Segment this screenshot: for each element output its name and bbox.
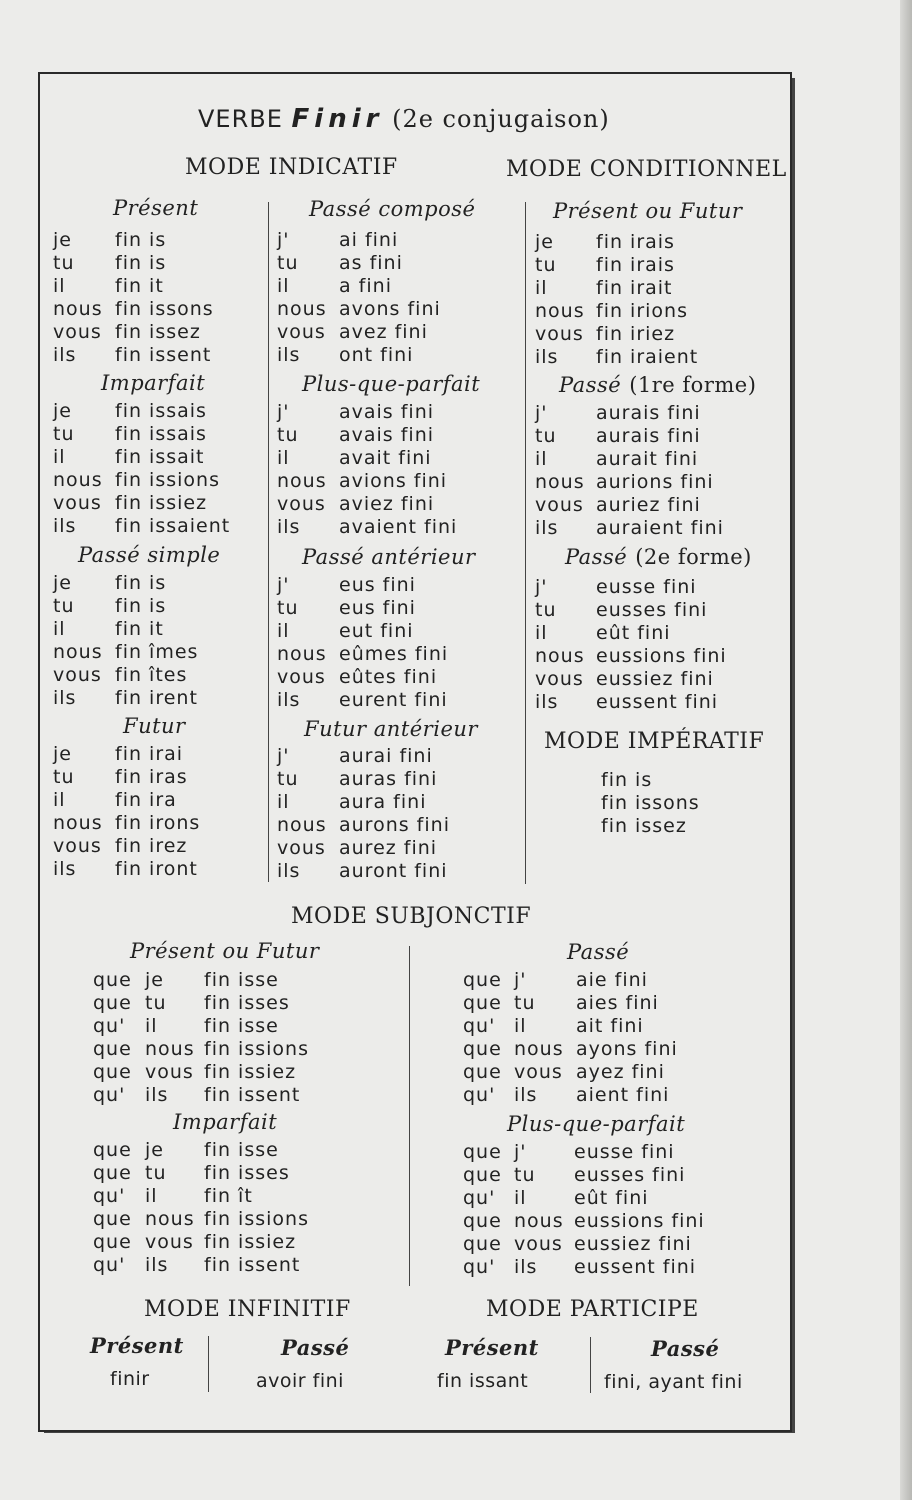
subj-passe-cell-1: nous: [514, 1038, 564, 1060]
heading-subj-passe: [567, 940, 629, 964]
divider-participe: [590, 1337, 591, 1393]
subj-present-cell-1: tu: [145, 992, 167, 1014]
subj-plus-que-parfait-cell-2: eussent fini: [574, 1256, 697, 1278]
heading-plus-que-parfait: [302, 372, 480, 396]
col2-passe-compose-cell-0: il: [277, 275, 290, 297]
col2-plus-que-parfait-cell-0: j': [277, 401, 290, 423]
subj-imparfait-cell-2: fin ît: [204, 1185, 253, 1207]
subj-present-cell-1: nous: [145, 1038, 195, 1060]
subj-passe-cell-2: aient fini: [576, 1084, 670, 1106]
subj-present-cell-2: fin issions: [204, 1038, 309, 1060]
heading-cond-passe-2-note: (2e forme): [635, 545, 752, 569]
imperatif-line-1: fin is: [601, 769, 653, 791]
col2-futur-anterieur-cell-1: auront fini: [339, 860, 448, 882]
subj-passe-cell-0: qu': [463, 1084, 496, 1106]
col3-passe-1-cell-0: j': [535, 402, 548, 424]
subj-present-cell-1: il: [145, 1015, 158, 1037]
heading-present: [113, 196, 198, 220]
infinitif-present-value: finir: [110, 1368, 150, 1390]
mode-participe: MODE PARTICIPE: [486, 1297, 699, 1322]
col2-passe-anterieur-cell-1: eûmes fini: [339, 643, 449, 665]
subj-present-cell-0: que: [93, 1038, 132, 1060]
participe-present-heading: Présent: [445, 1335, 539, 1360]
subj-plus-que-parfait-cell-1: tu: [514, 1164, 536, 1186]
col2-passe-anterieur-cell-1: eurent fini: [339, 689, 448, 711]
col1-passe-simple-cell-0: nous: [53, 641, 103, 663]
col3-present-cell-1: fin irais: [596, 254, 675, 276]
col2-passe-compose-cell-1: a fini: [339, 275, 392, 297]
subj-passe-cell-2: ayez fini: [576, 1061, 665, 1083]
title-verb: Finir: [291, 104, 384, 134]
col2-futur-anterieur-cell-0: j': [277, 745, 290, 767]
col3-passe-1-cell-0: tu: [535, 425, 557, 447]
col1-imparfait-cell-0: vous: [53, 492, 102, 514]
col1-present-cell-1: fin is: [115, 229, 167, 251]
subj-passe-cell-1: il: [514, 1015, 527, 1037]
subj-plus-que-parfait-cell-0: qu': [463, 1187, 496, 1209]
col2-plus-que-parfait-cell-1: avions fini: [339, 470, 448, 492]
col2-futur-anterieur-cell-0: nous: [277, 814, 327, 836]
subj-present-cell-0: qu': [93, 1084, 126, 1106]
title-conjugation: (2e conjugaison): [392, 105, 610, 133]
subj-present-cell-2: fin isse: [204, 1015, 279, 1037]
heading-subj-plus-que-parfait-text: Plus-que-parfait: [507, 1112, 686, 1136]
heading-passe-anterieur: [302, 545, 476, 569]
col3-passe-1-cell-0: il: [535, 448, 548, 470]
col1-passe-simple-cell-0: je: [53, 572, 72, 594]
col1-present-cell-1: fin issons: [115, 298, 214, 320]
col2-passe-anterieur-cell-1: eus fini: [339, 574, 416, 596]
heading-cond-passe-1-note: (1re forme): [629, 373, 757, 397]
subj-plus-que-parfait-cell-2: eussiez fini: [574, 1233, 692, 1255]
col2-plus-que-parfait-cell-0: il: [277, 447, 290, 469]
col1-present-cell-1: fin it: [115, 275, 164, 297]
col1-futur-cell-0: vous: [53, 835, 102, 857]
col1-futur-cell-0: ils: [53, 858, 77, 880]
col2-futur-anterieur-cell-1: aurez fini: [339, 837, 438, 859]
col2-passe-compose-cell-1: ai fini: [339, 229, 399, 251]
col1-futur-cell-1: fin irez: [115, 835, 188, 857]
participe-passe-value: fini, ayant fini: [604, 1371, 743, 1393]
participe-present-value: fin issant: [437, 1370, 529, 1392]
col3-passe-1-cell-1: auriez fini: [596, 494, 701, 516]
col2-passe-compose-cell-0: tu: [277, 252, 299, 274]
col1-imparfait-cell-0: tu: [53, 423, 75, 445]
col2-futur-anterieur-cell-1: aura fini: [339, 791, 427, 813]
col1-passe-simple-cell-0: il: [53, 618, 66, 640]
heading-subj-passe-text: Passé: [567, 940, 630, 964]
col1-futur-cell-0: je: [53, 743, 72, 765]
divider-infinitif: [208, 1336, 209, 1392]
subj-imparfait-cell-1: je: [145, 1139, 164, 1161]
heading-cond-present: [553, 199, 742, 223]
heading-futur: [123, 714, 186, 738]
subj-present-cell-1: je: [145, 969, 164, 991]
col3-present-cell-0: ils: [535, 346, 559, 368]
subj-imparfait-cell-0: que: [93, 1231, 132, 1253]
col2-futur-anterieur-cell-0: il: [277, 791, 290, 813]
col2-futur-anterieur-cell-0: vous: [277, 837, 326, 859]
col1-present-cell-0: vous: [53, 321, 102, 343]
col3-passe-2-cell-1: eussions fini: [596, 645, 727, 667]
subj-passe-cell-0: que: [463, 992, 502, 1014]
subj-passe-cell-1: vous: [514, 1061, 563, 1083]
heading-passe-simple: [78, 543, 220, 567]
col3-passe-2-cell-0: j': [535, 576, 548, 598]
col1-passe-simple-cell-0: tu: [53, 595, 75, 617]
divider-col1: [268, 202, 269, 882]
col2-plus-que-parfait-cell-1: avaient fini: [339, 516, 458, 538]
col1-present-cell-1: fin is: [115, 252, 167, 274]
col3-present-cell-1: fin irions: [596, 300, 688, 322]
col2-passe-compose-cell-1: avez fini: [339, 321, 428, 343]
col1-imparfait-cell-1: fin issait: [115, 446, 205, 468]
page-title: [198, 104, 610, 134]
infinitif-passe-heading: Passé: [281, 1335, 350, 1360]
subj-plus-que-parfait-cell-1: il: [514, 1187, 527, 1209]
subj-imparfait-cell-1: ils: [145, 1254, 169, 1276]
col2-passe-compose-cell-0: nous: [277, 298, 327, 320]
col1-futur-cell-0: nous: [53, 812, 103, 834]
col3-present-cell-1: fin irait: [596, 277, 673, 299]
col1-futur-cell-1: fin iras: [115, 766, 188, 788]
subj-imparfait-cell-1: tu: [145, 1162, 167, 1184]
col1-passe-simple-cell-1: fin is: [115, 572, 167, 594]
subj-plus-que-parfait-cell-1: ils: [514, 1256, 538, 1278]
subj-imparfait-cell-0: qu': [93, 1254, 126, 1276]
mode-subjonctif: MODE SUBJONCTIF: [291, 904, 532, 929]
col2-passe-compose-cell-0: j': [277, 229, 290, 251]
col3-present-cell-0: je: [535, 231, 554, 253]
heading-present-text: Présent: [113, 196, 199, 220]
subj-present-cell-2: fin isse: [204, 969, 279, 991]
subj-present-cell-1: vous: [145, 1061, 194, 1083]
col1-passe-simple-cell-1: fin irent: [115, 687, 198, 709]
col1-futur-cell-1: fin ira: [115, 789, 177, 811]
subj-plus-que-parfait-cell-2: eût fini: [574, 1187, 649, 1209]
col3-passe-2-cell-0: nous: [535, 645, 585, 667]
divider-subjonctif: [409, 946, 410, 1286]
infinitif-present-heading: Présent: [90, 1333, 184, 1358]
col2-plus-que-parfait-cell-1: avais fini: [339, 401, 435, 423]
col3-passe-2-cell-1: eussent fini: [596, 691, 719, 713]
subj-imparfait-cell-2: fin issent: [204, 1254, 301, 1276]
col3-passe-1-cell-0: ils: [535, 517, 559, 539]
col2-futur-anterieur-cell-1: aurons fini: [339, 814, 450, 836]
col3-passe-1-cell-1: aurait fini: [596, 448, 699, 470]
col2-passe-anterieur-cell-0: il: [277, 620, 290, 642]
col3-present-cell-0: nous: [535, 300, 585, 322]
subj-plus-que-parfait-cell-0: que: [463, 1233, 502, 1255]
subj-passe-cell-0: que: [463, 969, 502, 991]
col1-imparfait-cell-0: il: [53, 446, 66, 468]
col3-passe-2-cell-0: tu: [535, 599, 557, 621]
col1-imparfait-cell-0: je: [53, 400, 72, 422]
heading-subj-present-text: Présent ou Futur: [130, 939, 320, 963]
subj-plus-que-parfait-cell-2: eusses fini: [574, 1164, 686, 1186]
col2-plus-que-parfait-cell-1: avais fini: [339, 424, 435, 446]
col1-passe-simple-cell-1: fin îtes: [115, 664, 188, 686]
divider-col2: [525, 202, 526, 884]
imperatif-line-2: fin issons: [601, 792, 700, 814]
col3-passe-2-cell-1: eût fini: [596, 622, 671, 644]
subj-passe-cell-2: ayons fini: [576, 1038, 678, 1060]
heading-subj-plus-que-parfait: [507, 1112, 685, 1136]
heading-subj-imparfait: [173, 1110, 277, 1134]
col1-futur-cell-1: fin irons: [115, 812, 201, 834]
heading-passe-anterieur-text: Passé antérieur: [302, 545, 476, 569]
subj-passe-cell-0: que: [463, 1038, 502, 1060]
subj-present-cell-0: que: [93, 992, 132, 1014]
col2-passe-compose-cell-1: avons fini: [339, 298, 441, 320]
heading-plus-que-parfait-text: Plus-que-parfait: [302, 372, 481, 396]
col3-present-cell-0: tu: [535, 254, 557, 276]
col1-passe-simple-cell-0: ils: [53, 687, 77, 709]
col2-plus-que-parfait-cell-0: tu: [277, 424, 299, 446]
heading-futur-text: Futur: [123, 714, 186, 738]
col3-passe-1-cell-1: aurais fini: [596, 425, 701, 447]
col3-passe-1-cell-1: auraient fini: [596, 517, 724, 539]
col1-present-cell-0: il: [53, 275, 66, 297]
col1-futur-cell-0: il: [53, 789, 66, 811]
heading-imparfait-text: Imparfait: [101, 371, 206, 395]
subj-imparfait-cell-2: fin issions: [204, 1208, 309, 1230]
col1-futur-cell-0: tu: [53, 766, 75, 788]
subj-passe-cell-1: j': [514, 969, 527, 991]
col2-passe-anterieur-cell-0: nous: [277, 643, 327, 665]
col3-present-cell-1: fin iraient: [596, 346, 699, 368]
heading-subj-present: [130, 939, 319, 963]
subj-passe-cell-2: aies fini: [576, 992, 659, 1014]
col2-passe-compose-cell-1: ont fini: [339, 344, 414, 366]
heading-passe-simple-text: Passé simple: [78, 543, 221, 567]
mode-imperatif: MODE IMPÉRATIF: [544, 729, 765, 754]
subj-present-cell-2: fin issiez: [204, 1061, 297, 1083]
col3-passe-1-cell-0: nous: [535, 471, 585, 493]
col3-present-cell-0: vous: [535, 323, 584, 345]
subj-imparfait-cell-1: vous: [145, 1231, 194, 1253]
heading-cond-present-text: Présent ou Futur: [553, 199, 743, 223]
col2-passe-anterieur-cell-0: ils: [277, 689, 301, 711]
heading-cond-passe-2-text: Passé: [565, 545, 628, 569]
col2-plus-que-parfait-cell-0: ils: [277, 516, 301, 538]
col1-passe-simple-cell-1: fin îmes: [115, 641, 199, 663]
col1-imparfait-cell-1: fin issions: [115, 469, 220, 491]
col2-passe-anterieur-cell-1: eûtes fini: [339, 666, 438, 688]
subj-passe-cell-2: ait fini: [576, 1015, 644, 1037]
col1-futur-cell-1: fin irai: [115, 743, 184, 765]
col1-present-cell-1: fin issent: [115, 344, 212, 366]
subj-plus-que-parfait-cell-1: j': [514, 1141, 527, 1163]
heading-passe-compose-text: Passé composé: [309, 197, 476, 221]
subj-plus-que-parfait-cell-0: que: [463, 1210, 502, 1232]
col3-present-cell-1: fin irais: [596, 231, 675, 253]
col1-present-cell-0: ils: [53, 344, 77, 366]
heading-imparfait: [101, 371, 205, 395]
heading-futur-anterieur-text: Futur antérieur: [304, 717, 478, 741]
col1-imparfait-cell-1: fin issais: [115, 423, 207, 445]
col3-passe-2-cell-1: eusses fini: [596, 599, 708, 621]
imperatif-line-3: fin issez: [601, 815, 687, 837]
col2-passe-anterieur-cell-0: vous: [277, 666, 326, 688]
mode-indicatif: MODE INDICATIF: [185, 155, 398, 180]
subj-present-cell-2: fin issent: [204, 1084, 301, 1106]
col2-plus-que-parfait-cell-1: aviez fini: [339, 493, 435, 515]
title-verbe: VERBE: [198, 105, 283, 133]
subj-passe-cell-1: tu: [514, 992, 536, 1014]
col1-imparfait-cell-1: fin issaient: [115, 515, 231, 537]
mode-conditionnel: MODE CONDITIONNEL: [506, 157, 787, 182]
col2-passe-compose-cell-0: vous: [277, 321, 326, 343]
subj-imparfait-cell-1: nous: [145, 1208, 195, 1230]
col2-plus-que-parfait-cell-0: nous: [277, 470, 327, 492]
subj-imparfait-cell-0: que: [93, 1208, 132, 1230]
col2-futur-anterieur-cell-1: auras fini: [339, 768, 438, 790]
subj-passe-cell-2: aie fini: [576, 969, 648, 991]
subj-imparfait-cell-0: que: [93, 1162, 132, 1184]
col2-passe-compose-cell-1: as fini: [339, 252, 403, 274]
subj-passe-cell-1: ils: [514, 1084, 538, 1106]
col3-passe-2-cell-0: il: [535, 622, 548, 644]
subj-imparfait-cell-1: il: [145, 1185, 158, 1207]
col1-imparfait-cell-1: fin issiez: [115, 492, 208, 514]
col1-passe-simple-cell-1: fin it: [115, 618, 164, 640]
col2-passe-compose-cell-0: ils: [277, 344, 301, 366]
subj-plus-que-parfait-cell-2: eussions fini: [574, 1210, 705, 1232]
col3-passe-2-cell-1: eusse fini: [596, 576, 697, 598]
col3-present-cell-0: il: [535, 277, 548, 299]
col3-passe-2-cell-0: ils: [535, 691, 559, 713]
col3-passe-1-cell-1: aurions fini: [596, 471, 714, 493]
subj-imparfait-cell-0: que: [93, 1139, 132, 1161]
participe-passe-heading: Passé: [651, 1336, 720, 1361]
col2-plus-que-parfait-cell-1: avait fini: [339, 447, 432, 469]
col1-imparfait-cell-1: fin issais: [115, 400, 207, 422]
col2-futur-anterieur-cell-0: ils: [277, 860, 301, 882]
subj-present-cell-0: que: [93, 1061, 132, 1083]
subj-present-cell-0: que: [93, 969, 132, 991]
subj-present-cell-0: qu': [93, 1015, 126, 1037]
col1-passe-simple-cell-1: fin is: [115, 595, 167, 617]
col1-futur-cell-1: fin iront: [115, 858, 198, 880]
frame-shadow-right: [792, 78, 795, 1432]
col2-plus-que-parfait-cell-0: vous: [277, 493, 326, 515]
col2-passe-anterieur-cell-1: eut fini: [339, 620, 414, 642]
col1-present-cell-1: fin issez: [115, 321, 201, 343]
subj-plus-que-parfait-cell-0: qu': [463, 1256, 496, 1278]
col3-present-cell-1: fin iriez: [596, 323, 676, 345]
subj-imparfait-cell-2: fin isse: [204, 1139, 279, 1161]
heading-subj-imparfait-text: Imparfait: [173, 1110, 278, 1134]
subj-imparfait-cell-2: fin isses: [204, 1162, 290, 1184]
col3-passe-1-cell-1: aurais fini: [596, 402, 701, 424]
subj-passe-cell-0: que: [463, 1061, 502, 1083]
col1-passe-simple-cell-0: vous: [53, 664, 102, 686]
mode-infinitif: MODE INFINITIF: [144, 1297, 351, 1322]
col2-futur-anterieur-cell-0: tu: [277, 768, 299, 790]
col1-present-cell-0: tu: [53, 252, 75, 274]
col1-present-cell-0: nous: [53, 298, 103, 320]
subj-plus-que-parfait-cell-0: que: [463, 1141, 502, 1163]
col3-passe-2-cell-1: eussiez fini: [596, 668, 714, 690]
heading-cond-passe-1-text: Passé: [559, 373, 622, 397]
subj-plus-que-parfait-cell-0: que: [463, 1164, 502, 1186]
subj-plus-que-parfait-cell-1: nous: [514, 1210, 564, 1232]
subj-passe-cell-0: qu': [463, 1015, 496, 1037]
col3-passe-1-cell-0: vous: [535, 494, 584, 516]
infinitif-passe-value: avoir fini: [256, 1370, 344, 1392]
heading-cond-passe-1: [559, 373, 756, 397]
col2-passe-anterieur-cell-0: j': [277, 574, 290, 596]
col3-passe-2-cell-0: vous: [535, 668, 584, 690]
subj-imparfait-cell-2: fin issiez: [204, 1231, 297, 1253]
col1-imparfait-cell-0: ils: [53, 515, 77, 537]
col2-passe-anterieur-cell-0: tu: [277, 597, 299, 619]
page-edge: [900, 0, 912, 1500]
subj-plus-que-parfait-cell-1: vous: [514, 1233, 563, 1255]
col2-futur-anterieur-cell-1: aurai fini: [339, 745, 433, 767]
subj-present-cell-1: ils: [145, 1084, 169, 1106]
heading-passe-compose: [309, 197, 475, 221]
col1-present-cell-0: je: [53, 229, 72, 251]
heading-futur-anterieur: [304, 717, 478, 741]
subj-present-cell-2: fin isses: [204, 992, 290, 1014]
subj-plus-que-parfait-cell-2: eusse fini: [574, 1141, 675, 1163]
subj-imparfait-cell-0: qu': [93, 1185, 126, 1207]
col1-imparfait-cell-0: nous: [53, 469, 103, 491]
col2-passe-anterieur-cell-1: eus fini: [339, 597, 416, 619]
heading-cond-passe-2: [565, 545, 752, 569]
